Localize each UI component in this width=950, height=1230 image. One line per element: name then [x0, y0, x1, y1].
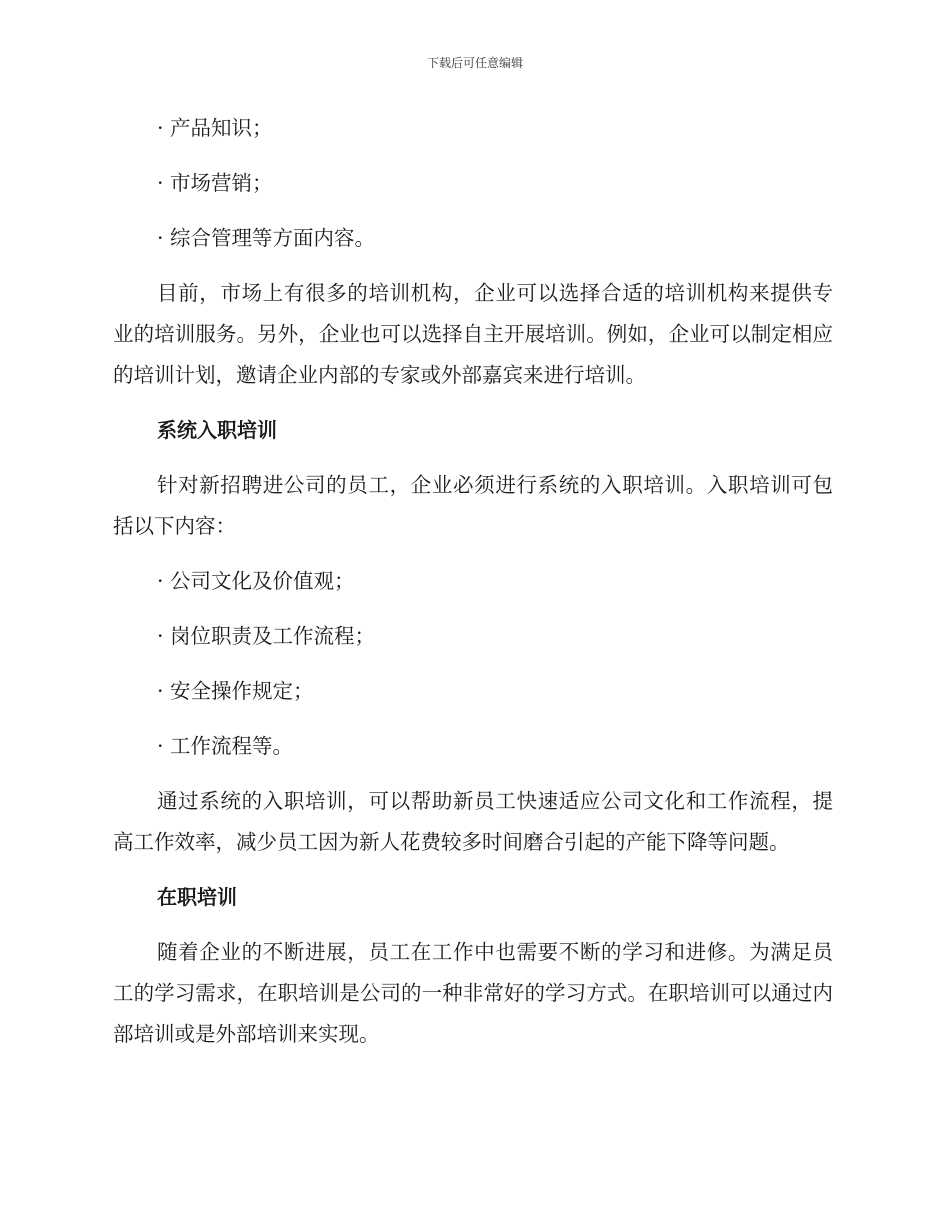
section-heading: 系统入职培训	[157, 418, 277, 442]
bullet-item: · 安全操作规定；	[157, 679, 314, 703]
paragraph: 针对新招聘进公司的员工，企业必须进行系统的入职培训。入职培训可包括以下内容：	[113, 473, 833, 538]
page-header: 下载后可任意编辑	[426, 56, 523, 70]
paragraph: 目前，市场上有很多的培训机构，企业可以选择合适的培训机构来提供专业的培训服务。另外，企业也可以选择自主开展培训。例如，企业可以制定相应的培训计划，邀请企业内部的专家或外部嘉宾来进行培训。	[113, 281, 833, 387]
bullet-item: · 市场营销；	[157, 171, 273, 195]
bullet-item: · 公司文化及价值观；	[157, 569, 355, 593]
bullet-item: · 综合管理等方面内容。	[157, 226, 376, 250]
section-heading: 在职培训	[157, 885, 237, 909]
bullet-item: · 岗位职责及工作流程；	[157, 624, 376, 648]
document-body	[113, 108, 833, 1069]
bullet-item: · 产品知识；	[157, 116, 273, 140]
paragraph: 通过系统的入职培训，可以帮助新员工快速适应公司文化和工作流程，提高工作效率，减少员工因为新人花费较多时间磨合引起的产能下降等问题。	[113, 789, 833, 854]
paragraph: 随着企业的不断进展，员工在工作中也需要不断的学习和进修。为满足员工的学习需求，在职培训是公司的一种非常好的学习方式。在职培训可以通过内部培训或是外部培训来实现。	[113, 940, 833, 1046]
bullet-item: · 工作流程等。	[157, 734, 294, 758]
